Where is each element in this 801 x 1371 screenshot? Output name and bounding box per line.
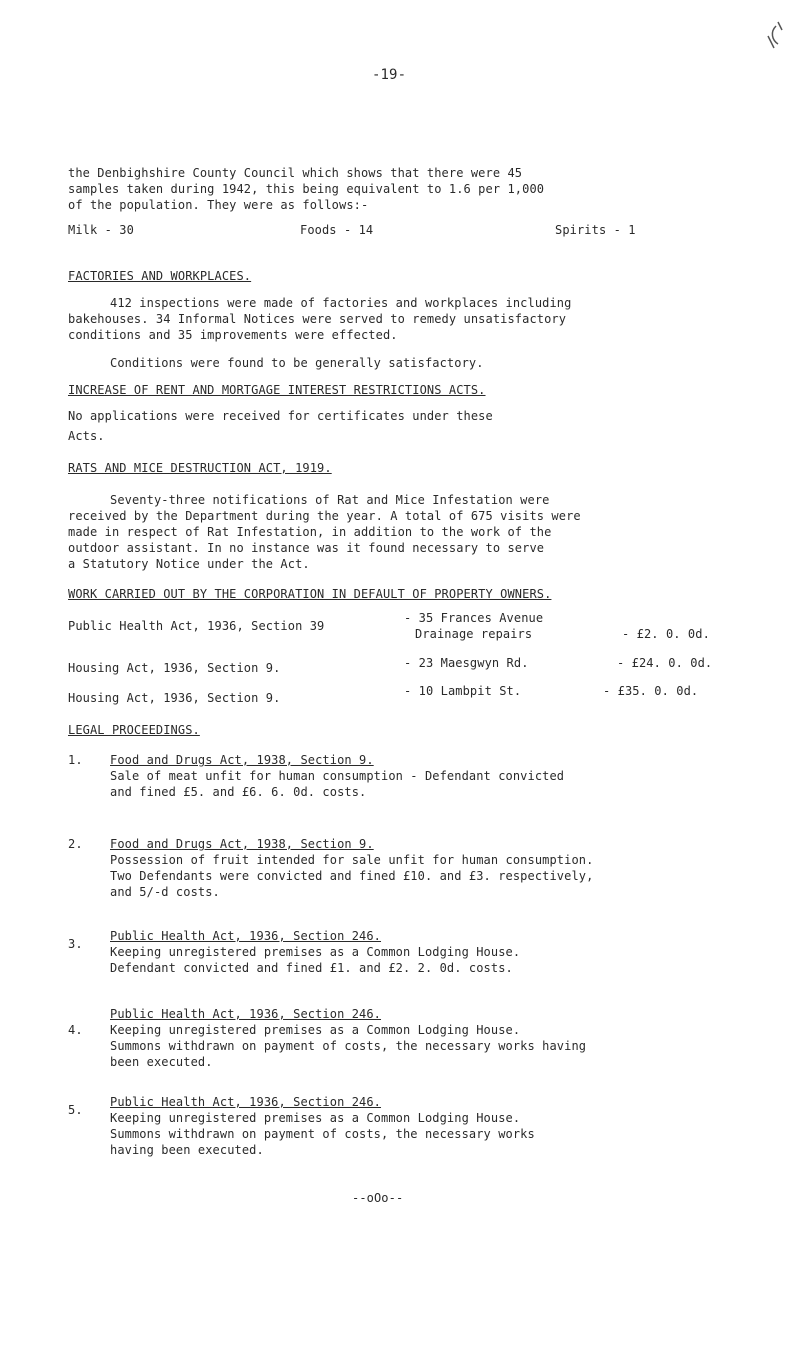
legal-item-5-line-3: having been executed. bbox=[110, 1143, 264, 1157]
legal-item-3-line-1: Keeping unregistered premises as a Common Lodging House. bbox=[110, 945, 521, 959]
work-row-1-premises: - 35 Frances Avenue bbox=[404, 611, 544, 625]
work-row-1-cost: - £2. 0. 0d. bbox=[622, 627, 710, 641]
intro-line-1: the Denbighshire County Council which shows that there were 45 bbox=[68, 166, 523, 180]
legal-item-5-line-2: Summons withdrawn on payment of costs, the necessary works bbox=[110, 1127, 535, 1141]
factories-line-1: 412 inspections were made of factories and workplaces including bbox=[110, 296, 572, 310]
legal-item-1-line-1: Sale of meat unfit for human consumption - Defendant convicted bbox=[110, 769, 565, 783]
legal-item-5-title: Public Health Act, 1936, Section 246. bbox=[110, 1095, 382, 1109]
rats-mice-heading: RATS AND MICE DESTRUCTION ACT, 1919. bbox=[68, 461, 332, 475]
rent-acts-heading: INCREASE OF RENT AND MORTGAGE INTEREST RESTRICTIONS ACTS. bbox=[68, 383, 486, 397]
legal-item-2-line-2: Two Defendants were convicted and fined £10. and £3. respectively, bbox=[110, 869, 594, 883]
work-row-1-act: Public Health Act, 1936, Section 39 bbox=[68, 619, 325, 633]
legal-item-1-number: 1. bbox=[68, 753, 83, 767]
end-mark: --oOo-- bbox=[352, 1191, 404, 1205]
legal-item-2-line-1: Possession of fruit intended for sale unfit for human consumption. bbox=[110, 853, 594, 867]
rent-acts-line-1: No applications were received for certificates under these bbox=[68, 409, 493, 423]
rats-mice-line-4: outdoor assistant. In no instance was it found necessary to serve bbox=[68, 541, 545, 555]
legal-item-2-line-3: and 5/-d costs. bbox=[110, 885, 220, 899]
legal-item-5-number: 5. bbox=[68, 1103, 83, 1117]
legal-item-4-line-2: Summons withdrawn on payment of costs, the necessary works having bbox=[110, 1039, 587, 1053]
work-row-2-premises: - 23 Maesgwyn Rd. bbox=[404, 656, 529, 670]
factories-line-4: Conditions were found to be generally satisfactory. bbox=[110, 356, 484, 370]
legal-item-4-title: Public Health Act, 1936, Section 246. bbox=[110, 1007, 382, 1021]
intro-foods: Foods - 14 bbox=[300, 223, 374, 237]
factories-line-3: conditions and 35 improvements were effected. bbox=[68, 328, 398, 342]
legal-item-1-line-2: and fined £5. and £6. 6. 0d. costs. bbox=[110, 785, 367, 799]
intro-line-3: of the population. They were as follows:- bbox=[68, 198, 369, 212]
work-row-2-cost: - £24. 0. 0d. bbox=[617, 656, 713, 670]
legal-item-4-line-1: Keeping unregistered premises as a Common Lodging House. bbox=[110, 1023, 521, 1037]
rent-acts-line-2: Acts. bbox=[68, 429, 105, 443]
work-default-heading: WORK CARRIED OUT BY THE CORPORATION IN DEFAULT OF PROPERTY OWNERS. bbox=[68, 587, 552, 601]
legal-item-2-title: Food and Drugs Act, 1938, Section 9. bbox=[110, 837, 374, 851]
legal-item-5-line-1: Keeping unregistered premises as a Common Lodging House. bbox=[110, 1111, 521, 1125]
intro-line-2: samples taken during 1942, this being equivalent to 1.6 per 1,000 bbox=[68, 182, 545, 196]
intro-spirits: Spirits - 1 bbox=[555, 223, 636, 237]
page-number: -19- bbox=[372, 67, 407, 83]
work-row-3-act: Housing Act, 1936, Section 9. bbox=[68, 691, 281, 705]
rats-mice-line-1: Seventy-three notifications of Rat and Mice Infestation were bbox=[110, 493, 550, 507]
legal-item-2-number: 2. bbox=[68, 837, 83, 851]
work-row-1-work: Drainage repairs bbox=[415, 627, 533, 641]
legal-item-3-title: Public Health Act, 1936, Section 246. bbox=[110, 929, 382, 943]
rats-mice-line-2: received by the Department during the year. A total of 675 visits were bbox=[68, 509, 581, 523]
intro-milk: Milk - 30 bbox=[68, 223, 134, 237]
legal-item-3-line-2: Defendant convicted and fined £1. and £2. 2. 0d. costs. bbox=[110, 961, 513, 975]
work-row-2-act: Housing Act, 1936, Section 9. bbox=[68, 661, 281, 675]
factories-line-2: bakehouses. 34 Informal Notices were served to remedy unsatisfactory bbox=[68, 312, 567, 326]
corner-scribble-mark bbox=[748, 18, 788, 58]
rats-mice-line-3: made in respect of Rat Infestation, in addition to the work of the bbox=[68, 525, 552, 539]
work-row-3-cost: - £35. 0. 0d. bbox=[603, 684, 699, 698]
work-row-3-premises: - 10 Lambpit St. bbox=[404, 684, 522, 698]
legal-proceedings-heading: LEGAL PROCEEDINGS. bbox=[68, 723, 200, 737]
factories-heading: FACTORIES AND WORKPLACES. bbox=[68, 269, 252, 283]
legal-item-4-line-3: been executed. bbox=[110, 1055, 213, 1069]
legal-item-4-number: 4. bbox=[68, 1023, 83, 1037]
legal-item-3-number: 3. bbox=[68, 937, 83, 951]
legal-item-1-title: Food and Drugs Act, 1938, Section 9. bbox=[110, 753, 374, 767]
rats-mice-line-5: a Statutory Notice under the Act. bbox=[68, 557, 310, 571]
